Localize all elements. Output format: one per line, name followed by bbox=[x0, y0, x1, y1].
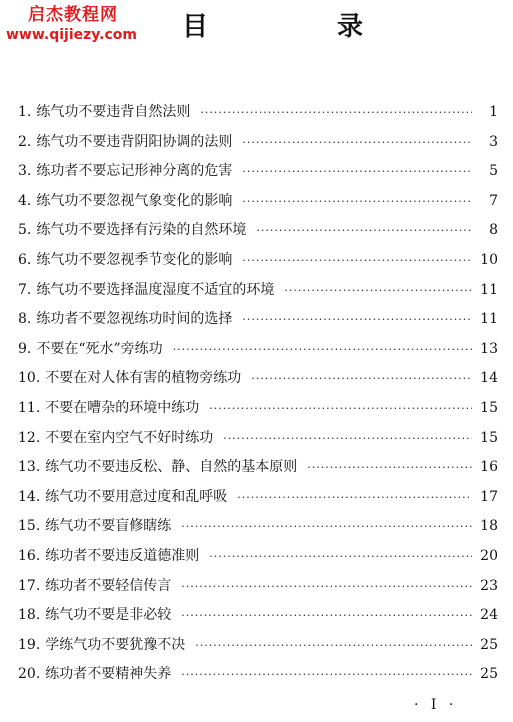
toc-entry-page: 16 bbox=[480, 459, 498, 476]
toc-leader-dots bbox=[181, 609, 472, 622]
toc-entry-page: 3 bbox=[489, 133, 498, 150]
toc-entry-page: 15 bbox=[480, 399, 498, 416]
toc-entry-number: 19. bbox=[18, 636, 41, 653]
toc-entry bbox=[18, 308, 498, 338]
toc-leader-dots bbox=[181, 668, 472, 681]
toc-entry bbox=[18, 131, 498, 161]
toc-leader-dots bbox=[242, 165, 472, 178]
toc-entry bbox=[18, 101, 498, 131]
toc-entry-title: 练气功不要忽视气象变化的影响 bbox=[36, 192, 233, 209]
toc-entry-page: 7 bbox=[489, 192, 498, 209]
toc-entry-page: 11 bbox=[480, 281, 498, 298]
toc-leader-dots bbox=[195, 639, 472, 652]
toc-entry-title: 不要在“死水”旁练功 bbox=[36, 340, 163, 357]
toc-entry-number: 17. bbox=[18, 577, 41, 594]
toc-entry bbox=[18, 367, 498, 397]
toc-entry-number: 13. bbox=[18, 459, 41, 476]
toc-entry-number: 14. bbox=[18, 488, 41, 505]
toc-entry-title: 不要在对人体有害的植物旁练功 bbox=[45, 370, 242, 387]
toc-entry bbox=[18, 663, 498, 693]
toc-entry-title: 练功者不要精神失养 bbox=[45, 666, 172, 683]
toc-entry-number: 12. bbox=[18, 429, 41, 446]
toc-leader-dots bbox=[307, 461, 472, 474]
toc-entry-page: 8 bbox=[489, 222, 498, 239]
toc-entry-number: 11. bbox=[18, 399, 41, 416]
toc-entry-page: 24 bbox=[480, 607, 498, 624]
toc-entry-number: 2. bbox=[18, 133, 32, 150]
toc-entry-number: 16. bbox=[18, 547, 41, 564]
toc-leader-dots bbox=[181, 580, 472, 593]
toc-entry-number: 15. bbox=[18, 518, 41, 535]
toc-entry-number: 1. bbox=[18, 104, 32, 120]
toc-entry-page: 23 bbox=[480, 577, 498, 594]
toc-entry-title: 学练气功不要犹豫不决 bbox=[45, 636, 186, 653]
toc-entry-number: 10. bbox=[18, 370, 41, 387]
watermark-url: www.qijiezy.com bbox=[6, 27, 137, 43]
toc-leader-dots bbox=[242, 195, 472, 208]
toc-leader-dots bbox=[256, 224, 472, 237]
toc-entry bbox=[18, 515, 498, 545]
toc-entry-page: 20 bbox=[480, 547, 498, 564]
toc-entry-title: 练功者不要忽视练功时间的选择 bbox=[36, 311, 233, 328]
toc-leader-dots bbox=[200, 106, 472, 119]
toc-entry bbox=[18, 604, 498, 634]
toc-entry bbox=[18, 249, 498, 279]
toc-entry-title: 练气功不要违反松、静、自然的基本原则 bbox=[45, 459, 298, 476]
toc-entry-title: 练气功不要是非必较 bbox=[45, 607, 172, 624]
toc-leader-dots bbox=[223, 432, 472, 445]
toc-leader-dots bbox=[284, 284, 472, 297]
watermark-site-name: 启杰教程网 bbox=[28, 5, 118, 25]
toc-entry bbox=[18, 190, 498, 220]
toc-entry bbox=[18, 427, 498, 457]
toc-entry-title: 练气功不要违背阴阳协调的法则 bbox=[36, 133, 233, 150]
toc-leader-dots bbox=[209, 550, 472, 563]
toc-entry-page: 18 bbox=[480, 518, 498, 535]
toc-entry-page: 10 bbox=[480, 251, 498, 268]
toc-entry bbox=[18, 219, 498, 249]
toc-entry-title: 练功者不要轻信传言 bbox=[45, 577, 172, 594]
toc-entry-title: 练气功不要盲修瞎练 bbox=[45, 518, 172, 535]
toc-entry-title: 练气功不要忽视季节变化的影响 bbox=[36, 251, 233, 268]
toc-leader-dots bbox=[251, 372, 472, 385]
toc-entry-number: 9. bbox=[18, 340, 32, 357]
toc-entry-number: 18. bbox=[18, 607, 41, 624]
toc-entry-page: 25 bbox=[480, 636, 498, 653]
toc-entry bbox=[18, 279, 498, 309]
toc-entry-title: 练气功不要违背自然法则 bbox=[36, 104, 191, 120]
toc-entry bbox=[18, 575, 498, 605]
toc-entry-page: 15 bbox=[480, 429, 498, 446]
toc-entry-number: 3. bbox=[18, 163, 32, 180]
toc-entry-number: 7. bbox=[18, 281, 32, 298]
toc-entry-title: 练功者不要违反道德准则 bbox=[45, 547, 200, 564]
toc-entry-page: 13 bbox=[480, 340, 498, 357]
toc-entry bbox=[18, 634, 498, 664]
toc-leader-dots bbox=[209, 402, 472, 415]
toc-entry-page: 14 bbox=[480, 370, 498, 387]
toc-entry-page: 11 bbox=[480, 311, 498, 328]
toc-leader-dots bbox=[242, 313, 472, 326]
page-number: · I · bbox=[414, 697, 458, 713]
toc-entry-number: 20. bbox=[18, 666, 41, 683]
toc-entry-page: 25 bbox=[480, 666, 498, 683]
toc-leader-dots bbox=[173, 343, 472, 356]
site-watermark bbox=[6, 4, 137, 44]
page-title: 目 录 bbox=[182, 12, 424, 42]
toc-entry-title: 不要在室内空气不好时练功 bbox=[45, 429, 214, 446]
toc-entry bbox=[18, 456, 498, 486]
toc-leader-dots bbox=[242, 254, 472, 267]
toc-leader-dots bbox=[242, 136, 472, 149]
toc-entry bbox=[18, 397, 498, 427]
toc-entry-page: 5 bbox=[489, 163, 498, 180]
toc-leader-dots bbox=[237, 491, 472, 504]
toc-entry bbox=[18, 545, 498, 575]
toc-entry-number: 8. bbox=[18, 311, 32, 328]
toc-entry-number: 5. bbox=[18, 222, 32, 239]
toc-entry bbox=[18, 486, 498, 516]
toc-entry-title: 练气功不要用意过度和乱呼吸 bbox=[45, 488, 228, 505]
toc-entry bbox=[18, 160, 498, 190]
toc-entry-title: 不要在嘈杂的环境中练功 bbox=[45, 399, 200, 416]
toc-entry-page: 17 bbox=[480, 488, 498, 505]
toc-entry-title: 练气功不要选择有污染的自然环境 bbox=[36, 222, 247, 239]
toc-entry-title: 练功者不要忘记形神分离的危害 bbox=[36, 163, 233, 180]
toc-entry-number: 4. bbox=[18, 192, 32, 209]
toc-entry bbox=[18, 338, 498, 368]
toc-entry-title: 练气功不要选择温度湿度不适宜的环境 bbox=[36, 281, 275, 298]
toc-entry-number: 6. bbox=[18, 251, 32, 268]
toc-entry-page: 1 bbox=[489, 104, 498, 120]
table-of-contents bbox=[18, 101, 498, 693]
toc-leader-dots bbox=[181, 520, 472, 533]
